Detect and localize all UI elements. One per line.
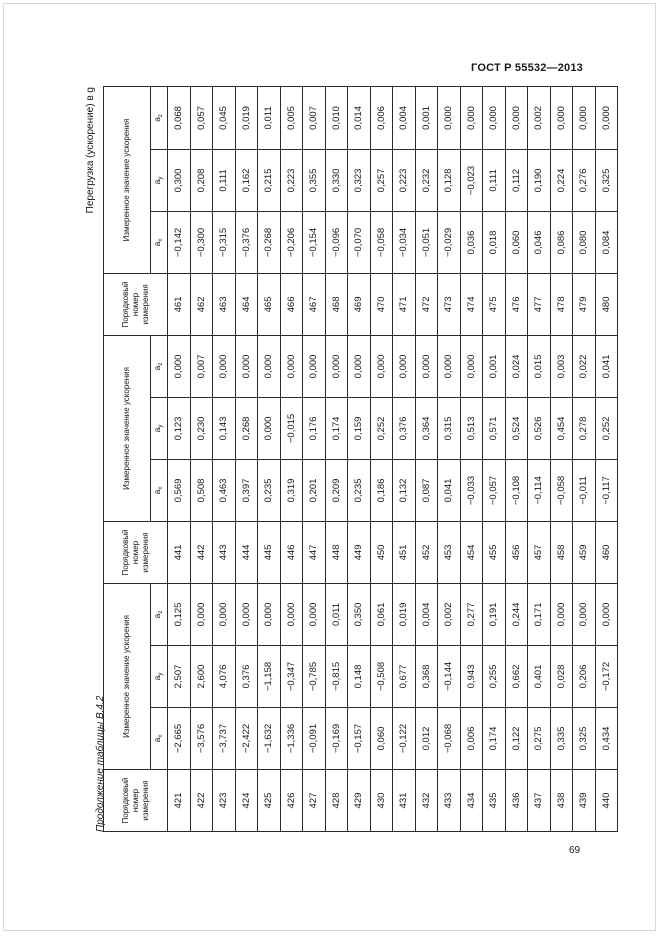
acceleration-value-cell: 0,046: [528, 211, 551, 273]
acceleration-value-cell: 0,513: [460, 397, 483, 459]
acceleration-value-cell: 0,330: [325, 149, 348, 211]
acceleration-value-cell: 0,208: [190, 149, 213, 211]
table-row: [415, 86, 438, 831]
acceleration-value-cell: −3,737: [213, 708, 236, 770]
acceleration-value-cell: 0,000: [483, 86, 506, 149]
acceleration-value-cell: −0,051: [415, 211, 438, 273]
ax-header: $a_x$: [151, 211, 168, 273]
acceleration-value-cell: 0,000: [258, 583, 281, 645]
acceleration-value-cell: 0,111: [213, 149, 236, 211]
acceleration-value-cell: 0,677: [393, 646, 416, 708]
measurement-index-cell: 428: [325, 770, 348, 832]
acceleration-value-cell: 0,335: [550, 708, 573, 770]
acceleration-value-cell: −0,058: [550, 459, 573, 521]
acceleration-value-cell: 0,143: [213, 397, 236, 459]
acceleration-value-cell: 0,010: [325, 86, 348, 149]
table-row: [393, 86, 416, 831]
measurement-index-cell: 473: [438, 273, 461, 335]
measurement-index-cell: 424: [235, 770, 258, 832]
acceleration-value-cell: 0,376: [393, 397, 416, 459]
acceleration-value-cell: 0,007: [190, 335, 213, 397]
acceleration-value-cell: 0,230: [190, 397, 213, 459]
acceleration-value-cell: 0,112: [505, 149, 528, 211]
acceleration-value-cell: 4,076: [213, 646, 236, 708]
acceleration-value-cell: −0,144: [438, 646, 461, 708]
acceleration-value-cell: −0,154: [303, 211, 326, 273]
measurement-index-cell: 427: [303, 770, 326, 832]
acceleration-value-cell: 0,018: [483, 211, 506, 273]
acceleration-value-cell: 0,323: [348, 149, 371, 211]
measurement-index-cell: 472: [415, 273, 438, 335]
acceleration-value-cell: 0,463: [213, 459, 236, 521]
acceleration-value-cell: −0,347: [280, 646, 303, 708]
acceleration-value-cell: 0,275: [528, 708, 551, 770]
measurement-index-cell: 477: [528, 273, 551, 335]
measurement-index-cell: 454: [460, 521, 483, 583]
acceleration-value-cell: 0,000: [595, 86, 618, 149]
acceleration-value-cell: −0,376: [235, 211, 258, 273]
acceleration-value-cell: 0,162: [235, 149, 258, 211]
measurement-index-cell: 434: [460, 770, 483, 832]
acceleration-value-cell: 0,122: [505, 708, 528, 770]
rotated-table-block: [85, 87, 612, 832]
measurement-index-cell: 421: [168, 770, 191, 832]
acceleration-value-cell: 2,600: [190, 646, 213, 708]
acceleration-value-cell: 0,508: [190, 459, 213, 521]
acceleration-value-cell: 0,000: [370, 335, 393, 397]
measurement-index-cell: 438: [550, 770, 573, 832]
index-header: Порядковый номер измерения: [104, 273, 168, 335]
acceleration-value-cell: 0,190: [528, 149, 551, 211]
table-row: [190, 86, 213, 831]
acceleration-value-cell: 0,206: [573, 646, 596, 708]
measurement-index-cell: 461: [168, 273, 191, 335]
acceleration-value-cell: −0,034: [393, 211, 416, 273]
table-row: [573, 86, 596, 831]
acceleration-value-cell: 0,148: [348, 646, 371, 708]
acceleration-value-cell: 0,005: [280, 86, 303, 149]
acceleration-value-cell: −0,033: [460, 459, 483, 521]
acceleration-value-cell: 0,036: [460, 211, 483, 273]
acceleration-value-cell: −0,785: [303, 646, 326, 708]
acceleration-value-cell: 0,277: [460, 583, 483, 645]
acceleration-value-cell: 0,223: [280, 149, 303, 211]
acceleration-value-cell: 0,019: [235, 86, 258, 149]
acceleration-value-cell: 0,128: [438, 149, 461, 211]
acceleration-value-cell: 0,012: [415, 708, 438, 770]
measurement-table: [103, 86, 618, 832]
acceleration-value-cell: 0,171: [528, 583, 551, 645]
acceleration-value-cell: 0,434: [595, 708, 618, 770]
acceleration-value-cell: −1,336: [280, 708, 303, 770]
measurement-index-cell: 465: [258, 273, 281, 335]
table-row: [303, 86, 326, 831]
acceleration-value-cell: 0,364: [415, 397, 438, 459]
acceleration-value-cell: 0,006: [460, 708, 483, 770]
measurement-index-cell: 443: [213, 521, 236, 583]
acceleration-value-cell: 0,325: [573, 708, 596, 770]
acceleration-value-cell: 0,000: [235, 335, 258, 397]
acceleration-value-cell: −3,576: [190, 708, 213, 770]
measurement-index-cell: 436: [505, 770, 528, 832]
acceleration-value-cell: 0,123: [168, 397, 191, 459]
acceleration-value-cell: 0,011: [325, 583, 348, 645]
measurement-index-cell: 442: [190, 521, 213, 583]
acceleration-value-cell: 0,000: [573, 583, 596, 645]
acceleration-value-cell: 0,022: [573, 335, 596, 397]
measurement-index-cell: 480: [595, 273, 618, 335]
acceleration-value-cell: −2,665: [168, 708, 191, 770]
measurement-index-cell: 466: [280, 273, 303, 335]
measurement-index-cell: 459: [573, 521, 596, 583]
acceleration-value-cell: 0,045: [213, 86, 236, 149]
acceleration-value-cell: 0,397: [235, 459, 258, 521]
table-row: [168, 86, 191, 831]
acceleration-value-cell: 0,401: [528, 646, 551, 708]
acceleration-value-cell: 0,011: [258, 86, 281, 149]
acceleration-value-cell: −0,315: [213, 211, 236, 273]
measurement-index-cell: 469: [348, 273, 371, 335]
ax-header: $a_x$: [151, 708, 168, 770]
acceleration-value-cell: −0,117: [595, 459, 618, 521]
acceleration-value-cell: 0,002: [528, 86, 551, 149]
acceleration-value-cell: 0,000: [438, 86, 461, 149]
measured-header: Измеренное значение ускорения: [104, 583, 151, 769]
acceleration-value-cell: 0,000: [393, 335, 416, 397]
measurement-index-cell: 435: [483, 770, 506, 832]
acceleration-value-cell: 0,002: [438, 583, 461, 645]
table-row: [370, 86, 393, 831]
acceleration-value-cell: 0,080: [573, 211, 596, 273]
acceleration-value-cell: 0,524: [505, 397, 528, 459]
acceleration-value-cell: −1,158: [258, 646, 281, 708]
acceleration-value-cell: −0,300: [190, 211, 213, 273]
acceleration-value-cell: 0,000: [280, 335, 303, 397]
acceleration-value-cell: 0,004: [393, 86, 416, 149]
table-row: [550, 86, 573, 831]
acceleration-value-cell: −0,206: [280, 211, 303, 273]
acceleration-value-cell: 0,244: [505, 583, 528, 645]
measurement-index-cell: 447: [303, 521, 326, 583]
table-row: [438, 86, 461, 831]
measurement-index-cell: 468: [325, 273, 348, 335]
table-continuation-caption: Продолжение таблицы В.4.2: [95, 695, 106, 832]
acceleration-value-cell: 0,174: [325, 397, 348, 459]
measured-header: Измеренное значение ускорения: [104, 86, 151, 273]
measurement-index-cell: 453: [438, 521, 461, 583]
measurement-index-cell: 452: [415, 521, 438, 583]
measurement-index-cell: 433: [438, 770, 461, 832]
measurement-index-cell: 431: [393, 770, 416, 832]
acceleration-value-cell: 0,000: [235, 583, 258, 645]
table-row: [483, 86, 506, 831]
acceleration-value-cell: −0,122: [393, 708, 416, 770]
measured-header: Измеренное значение ускорения: [104, 335, 151, 521]
acceleration-value-cell: 0,000: [325, 335, 348, 397]
acceleration-value-cell: −0,508: [370, 646, 393, 708]
measurement-index-cell: 474: [460, 273, 483, 335]
measurement-index-cell: 450: [370, 521, 393, 583]
ax-header: $a_x$: [151, 459, 168, 521]
acceleration-value-cell: 0,000: [348, 335, 371, 397]
measurement-index-cell: 463: [213, 273, 236, 335]
acceleration-value-cell: 0,943: [460, 646, 483, 708]
acceleration-value-cell: −0,815: [325, 646, 348, 708]
acceleration-value-cell: −0,068: [438, 708, 461, 770]
acceleration-value-cell: 0,007: [303, 86, 326, 149]
table-row: [280, 86, 303, 831]
acceleration-value-cell: 0,376: [235, 646, 258, 708]
acceleration-value-cell: 0,159: [348, 397, 371, 459]
document-code: ГОСТ Р 55532—2013: [471, 62, 583, 74]
table-row: [460, 86, 483, 831]
acceleration-value-cell: 0,000: [460, 86, 483, 149]
measurement-index-cell: 425: [258, 770, 281, 832]
acceleration-value-cell: 0,209: [325, 459, 348, 521]
acceleration-value-cell: 0,252: [370, 397, 393, 459]
acceleration-value-cell: 0,028: [550, 646, 573, 708]
table-row: [505, 86, 528, 831]
measurement-index-cell: 467: [303, 273, 326, 335]
acceleration-value-cell: 0,132: [393, 459, 416, 521]
acceleration-value-cell: 0,223: [393, 149, 416, 211]
acceleration-value-cell: 0,001: [483, 335, 506, 397]
acceleration-value-cell: −2,422: [235, 708, 258, 770]
measurement-index-cell: 449: [348, 521, 371, 583]
acceleration-value-cell: 0,268: [235, 397, 258, 459]
measurement-index-cell: 471: [393, 273, 416, 335]
acceleration-value-cell: −0,268: [258, 211, 281, 273]
table-row: [213, 86, 236, 831]
acceleration-value-cell: −0,023: [460, 149, 483, 211]
acceleration-value-cell: 0,000: [505, 86, 528, 149]
acceleration-value-cell: 0,255: [483, 646, 506, 708]
index-header: Порядковый номер измерения: [104, 770, 168, 832]
acceleration-value-cell: 2,507: [168, 646, 191, 708]
acceleration-value-cell: 0,000: [258, 335, 281, 397]
measurement-index-cell: 422: [190, 770, 213, 832]
ay-header: $a_y$: [151, 149, 168, 211]
acceleration-value-cell: 0,084: [595, 211, 618, 273]
acceleration-value-cell: 0,024: [505, 335, 528, 397]
measurement-index-cell: 446: [280, 521, 303, 583]
acceleration-value-cell: 0,235: [258, 459, 281, 521]
acceleration-value-cell: −0,114: [528, 459, 551, 521]
acceleration-value-cell: 0,257: [370, 149, 393, 211]
acceleration-value-cell: 0,315: [438, 397, 461, 459]
acceleration-value-cell: −0,172: [595, 646, 618, 708]
table-row: [258, 86, 281, 831]
acceleration-value-cell: 0,061: [370, 583, 393, 645]
acceleration-value-cell: 0,235: [348, 459, 371, 521]
measurement-index-cell: 429: [348, 770, 371, 832]
acceleration-value-cell: −0,057: [483, 459, 506, 521]
measurement-index-cell: 460: [595, 521, 618, 583]
acceleration-value-cell: −0,058: [370, 211, 393, 273]
acceleration-value-cell: 0,000: [190, 583, 213, 645]
acceleration-value-cell: 0,086: [550, 211, 573, 273]
measurement-index-cell: 464: [235, 273, 258, 335]
acceleration-value-cell: 0,111: [483, 149, 506, 211]
acceleration-value-cell: 0,278: [573, 397, 596, 459]
measurement-index-cell: 475: [483, 273, 506, 335]
measurement-index-cell: 478: [550, 273, 573, 335]
acceleration-value-cell: 0,000: [280, 583, 303, 645]
measurement-index-cell: 448: [325, 521, 348, 583]
measurement-index-cell: 470: [370, 273, 393, 335]
page-number: 69: [569, 845, 581, 856]
acceleration-value-cell: 0,319: [280, 459, 303, 521]
measurement-index-cell: 423: [213, 770, 236, 832]
acceleration-value-cell: 0,191: [483, 583, 506, 645]
acceleration-value-cell: 0,000: [550, 583, 573, 645]
acceleration-value-cell: 0,350: [348, 583, 371, 645]
acceleration-value-cell: 0,000: [303, 335, 326, 397]
table-row: [235, 86, 258, 831]
measurement-index-cell: 451: [393, 521, 416, 583]
acceleration-value-cell: 0,355: [303, 149, 326, 211]
acceleration-value-cell: 0,000: [258, 397, 281, 459]
acceleration-value-cell: 0,000: [438, 335, 461, 397]
acceleration-value-cell: 0,068: [168, 86, 191, 149]
table-row: [325, 86, 348, 831]
measurement-index-cell: 479: [573, 273, 596, 335]
measurement-index-cell: 455: [483, 521, 506, 583]
table-units-caption: Перегрузка (ускорение) в g: [85, 87, 96, 214]
acceleration-value-cell: 0,006: [370, 86, 393, 149]
acceleration-value-cell: 0,000: [415, 335, 438, 397]
acceleration-value-cell: 0,000: [573, 86, 596, 149]
measurement-index-cell: 430: [370, 770, 393, 832]
az-header: $a_z$: [151, 86, 168, 149]
table-row: [528, 86, 551, 831]
acceleration-value-cell: 0,186: [370, 459, 393, 521]
acceleration-value-cell: −0,029: [438, 211, 461, 273]
acceleration-value-cell: 0,201: [303, 459, 326, 521]
table-row: [595, 86, 618, 831]
acceleration-value-cell: 0,000: [168, 335, 191, 397]
acceleration-value-cell: 0,003: [550, 335, 573, 397]
measurement-index-cell: 432: [415, 770, 438, 832]
acceleration-value-cell: 0,224: [550, 149, 573, 211]
acceleration-value-cell: −0,070: [348, 211, 371, 273]
acceleration-value-cell: 0,000: [213, 583, 236, 645]
measurement-index-cell: 441: [168, 521, 191, 583]
acceleration-value-cell: 0,041: [595, 335, 618, 397]
acceleration-value-cell: −0,091: [303, 708, 326, 770]
acceleration-value-cell: 0,001: [415, 86, 438, 149]
acceleration-value-cell: −0,108: [505, 459, 528, 521]
acceleration-value-cell: 0,252: [595, 397, 618, 459]
measurement-index-cell: 437: [528, 770, 551, 832]
acceleration-value-cell: −0,169: [325, 708, 348, 770]
acceleration-value-cell: 0,232: [415, 149, 438, 211]
measurement-index-cell: 457: [528, 521, 551, 583]
measurement-index-cell: 426: [280, 770, 303, 832]
acceleration-value-cell: 0,526: [528, 397, 551, 459]
measurement-index-cell: 439: [573, 770, 596, 832]
acceleration-value-cell: 0,004: [415, 583, 438, 645]
az-header: $a_z$: [151, 583, 168, 645]
acceleration-value-cell: 0,125: [168, 583, 191, 645]
acceleration-value-cell: 0,325: [595, 149, 618, 211]
table-body: [168, 86, 618, 831]
acceleration-value-cell: 0,015: [528, 335, 551, 397]
acceleration-value-cell: 0,368: [415, 646, 438, 708]
measurement-index-cell: 456: [505, 521, 528, 583]
acceleration-value-cell: 0,014: [348, 86, 371, 149]
acceleration-value-cell: 0,057: [190, 86, 213, 149]
acceleration-value-cell: 0,174: [483, 708, 506, 770]
acceleration-value-cell: 0,060: [370, 708, 393, 770]
acceleration-value-cell: 0,215: [258, 149, 281, 211]
acceleration-value-cell: 0,662: [505, 646, 528, 708]
acceleration-value-cell: −0,096: [325, 211, 348, 273]
acceleration-value-cell: 0,087: [415, 459, 438, 521]
acceleration-value-cell: 0,454: [550, 397, 573, 459]
acceleration-value-cell: 0,019: [393, 583, 416, 645]
ay-header: $a_y$: [151, 397, 168, 459]
acceleration-value-cell: −0,011: [573, 459, 596, 521]
measurement-index-cell: 444: [235, 521, 258, 583]
acceleration-value-cell: −0,142: [168, 211, 191, 273]
acceleration-value-cell: −0,015: [280, 397, 303, 459]
acceleration-value-cell: 0,176: [303, 397, 326, 459]
acceleration-value-cell: 0,041: [438, 459, 461, 521]
acceleration-value-cell: 0,000: [595, 583, 618, 645]
acceleration-value-cell: −0,157: [348, 708, 371, 770]
table-row: [348, 86, 371, 831]
acceleration-value-cell: −1,632: [258, 708, 281, 770]
acceleration-value-cell: 0,000: [460, 335, 483, 397]
acceleration-value-cell: 0,000: [550, 86, 573, 149]
acceleration-value-cell: 0,571: [483, 397, 506, 459]
measurement-index-cell: 440: [595, 770, 618, 832]
acceleration-value-cell: 0,000: [303, 583, 326, 645]
acceleration-value-cell: 0,276: [573, 149, 596, 211]
measurement-index-cell: 476: [505, 273, 528, 335]
az-header: $a_z$: [151, 335, 168, 397]
acceleration-value-cell: 0,000: [213, 335, 236, 397]
measurement-index-cell: 445: [258, 521, 281, 583]
acceleration-value-cell: 0,569: [168, 459, 191, 521]
acceleration-value-cell: 0,300: [168, 149, 191, 211]
index-header: Порядковый номер измерения: [104, 521, 168, 583]
acceleration-value-cell: 0,060: [505, 211, 528, 273]
measurement-index-cell: 462: [190, 273, 213, 335]
ay-header: $a_y$: [151, 646, 168, 708]
measurement-index-cell: 458: [550, 521, 573, 583]
